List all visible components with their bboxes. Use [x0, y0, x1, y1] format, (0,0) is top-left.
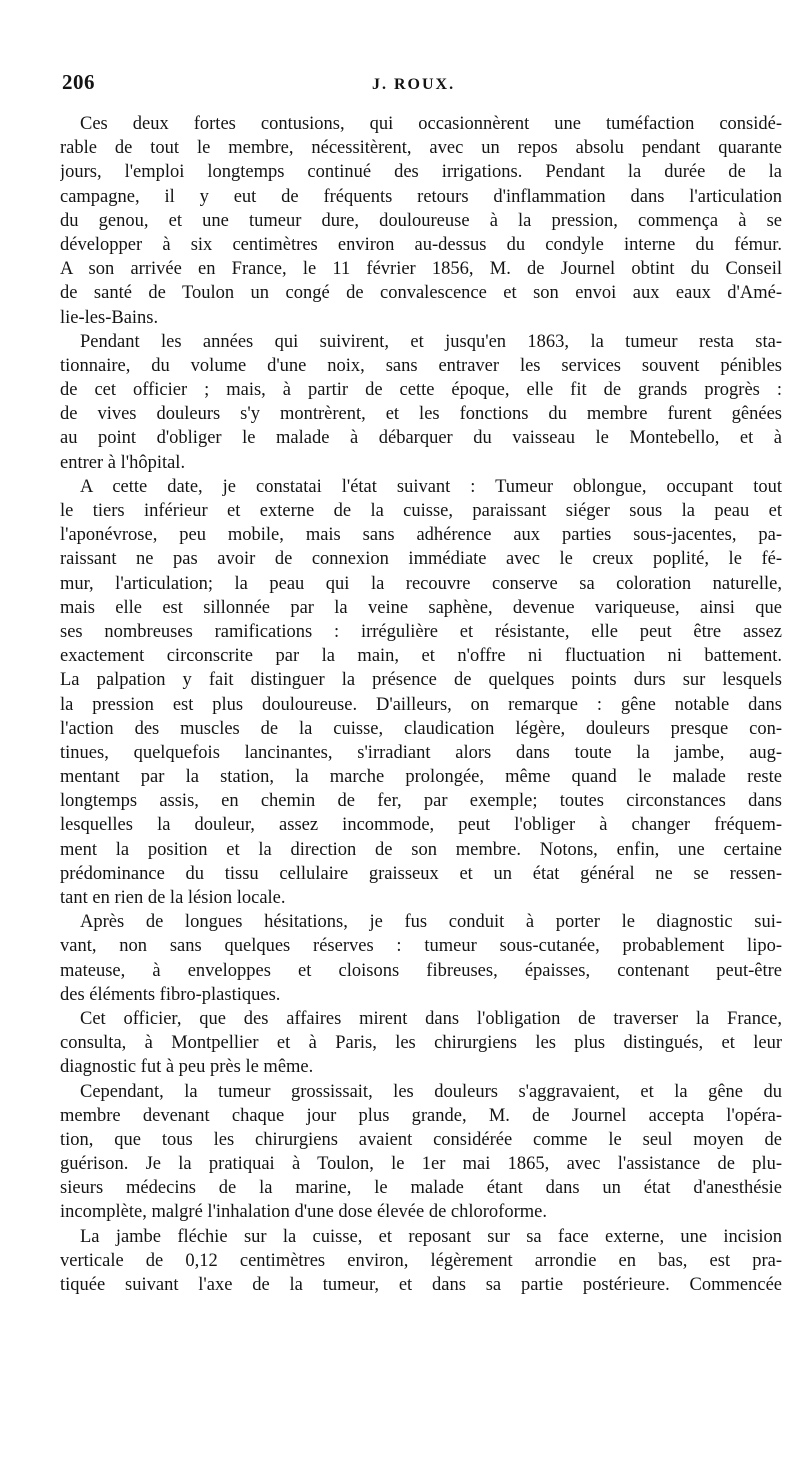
- text-line: le tiers inférieur et externe de la cuisse, paraissant siéger sous la peau et: [60, 501, 782, 521]
- text-line: de cet officier ; mais, à partir de cette époque, elle fit de grands progrès :: [60, 380, 782, 401]
- text-line: sieurs médecins de la marine, le malade étant dans un état d'anesthésie: [60, 1178, 782, 1199]
- text-line: diagnostic fut à peu près le même.: [60, 1057, 314, 1078]
- text-line: tinues, quelquefois lancinantes, s'irradiant alors dans toute la jambe, aug-: [60, 742, 782, 763]
- paragraph: [60, 112, 782, 330]
- text-line: ses nombreuses ramifications : irrégulière et résistante, elle peut être assez: [60, 621, 782, 642]
- paragraph: [60, 475, 782, 910]
- text-line: raissant ne pas avoir de connexion immédiate avec le creux poplité, le fé-: [60, 549, 782, 570]
- text-line: verticale de 0,12 centimètres environ, légèrement arrondie en bas, est pra-: [60, 1250, 782, 1271]
- paragraph: [60, 1225, 782, 1298]
- paragraph: [60, 1007, 782, 1080]
- text-line: longtemps assis, en chemin de fer, par exemple; toutes circonstances dans: [60, 791, 782, 812]
- paragraph: [60, 910, 782, 1007]
- text-line: consulta, à Montpellier et à Paris, les chirurgiens les plus distingués, et leur: [60, 1033, 782, 1054]
- text-line: l'action des muscles de la cuisse, claudication légère, douleurs presque con-: [60, 718, 782, 739]
- text-line: au point d'obliger le malade à débarquer du vaisseau le Montebello, et à: [60, 428, 782, 449]
- text-line: développer à six centimètres environ au-dessus du condyle interne du fémur.: [60, 234, 782, 255]
- text-line: tion, que tous les chirurgiens avaient considérée comme le seul moyen de: [60, 1129, 782, 1150]
- text-line: la pression est plus douloureuse. D'ailleurs, on remarque : gêne notable dans: [60, 694, 782, 715]
- text-line: mais elle est sillonnée par la veine saphène, devenue variqueuse, ainsi que: [60, 597, 782, 618]
- text-line: lie-les-Bains.: [60, 307, 159, 328]
- text-line: La jambe fléchie sur la cuisse, et reposant sur sa face externe, une incision: [80, 1226, 782, 1247]
- text-line: vant, non sans quelques réserves : tumeur sous-cutanée, probablement lipo-: [60, 936, 782, 957]
- text-line: lesquelles la douleur, assez incommode, peut l'obliger à changer fréquem-: [60, 815, 782, 836]
- page-number: 206: [62, 70, 95, 94]
- text-line: membre devenant chaque jour plus grande, M. de Journel accepta l'opéra-: [60, 1105, 782, 1126]
- text-line: Cet officier, que des affaires mirent dans l'obligation de traverser la France,: [80, 1008, 782, 1029]
- text-line: Pendant les années qui suivirent, et jusqu'en 1863, la tumeur resta sta-: [80, 331, 782, 352]
- running-head: [62, 70, 782, 98]
- text-line: incomplète, malgré l'inhalation d'une dose élevée de chloroforme.: [60, 1202, 547, 1223]
- body-text: [60, 112, 782, 1297]
- paragraph: [60, 1080, 782, 1225]
- paragraph: [60, 330, 782, 475]
- text-line: A son arrivée en France, le 11 février 1856, M. de Journel obtint du Conseil: [60, 259, 782, 280]
- text-line: campagne, il y eut de fréquents retours d'inflammation dans l'articulation: [60, 186, 782, 207]
- text-line: jours, l'emploi longtemps continué des irrigations. Pendant la durée de la: [60, 162, 782, 183]
- text-line: mentant par la station, la marche prolongée, même quand le malade reste: [60, 767, 782, 788]
- text-line: tant en rien de la lésion locale.: [60, 888, 286, 908]
- text-line: tiquée suivant l'axe de la tumeur, et dans sa partie postérieure. Commencée: [60, 1275, 782, 1295]
- text-line: de vives douleurs s'y montrèrent, et les fonctions du membre furent gênées: [60, 404, 782, 425]
- text-line: exactement circonscrite par la main, et n'offre ni fluctuation ni battement.: [60, 646, 782, 667]
- text-line: mur, l'articulation; la peau qui la recouvre conserve sa coloration naturelle,: [60, 573, 782, 594]
- text-line: Cependant, la tumeur grossissait, les douleurs s'aggravaient, et la gêne du: [80, 1081, 782, 1102]
- text-line: de santé de Toulon un congé de convalescence et son envoi aux eaux d'Amé-: [60, 283, 782, 304]
- text-line: entrer à l'hôpital.: [60, 452, 186, 473]
- text-line: rable de tout le membre, nécessitèrent, avec un repos absolu pendant quarante: [60, 138, 782, 159]
- text-line: Ces deux fortes contusions, qui occasionnèrent une tuméfaction considé-: [80, 114, 782, 134]
- text-line: des éléments fibro-plastiques.: [60, 984, 281, 1005]
- text-line: Après de longues hésitations, je fus conduit à porter le diagnostic sui-: [80, 912, 782, 933]
- text-line: du genou, et une tumeur dure, douloureuse à la pression, commença à se: [60, 210, 782, 231]
- text-line: l'aponévrose, peu mobile, mais sans adhérence aux parties sous-jacentes, pa-: [60, 525, 782, 546]
- text-line: guérison. Je la pratiquai à Toulon, le 1er mai 1865, avec l'assistance de plu-: [60, 1154, 782, 1175]
- text-line: La palpation y fait distinguer la présence de quelques points durs sur lesquels: [60, 670, 782, 691]
- text-line: A cette date, je constatai l'état suivant : Tumeur oblongue, occupant tout: [80, 476, 782, 497]
- text-line: prédominance du tissu cellulaire graisseux et un état général ne se ressen-: [60, 863, 782, 884]
- running-title: J. ROUX.: [372, 76, 456, 93]
- text-line: mateuse, à enveloppes et cloisons fibreuses, épaisses, contenant peut-être: [60, 960, 782, 981]
- text-line: tionnaire, du volume d'une noix, sans entraver les services souvent pénibles: [60, 355, 782, 376]
- text-line: ment la position et la direction de son membre. Notons, enfin, une certaine: [60, 839, 782, 860]
